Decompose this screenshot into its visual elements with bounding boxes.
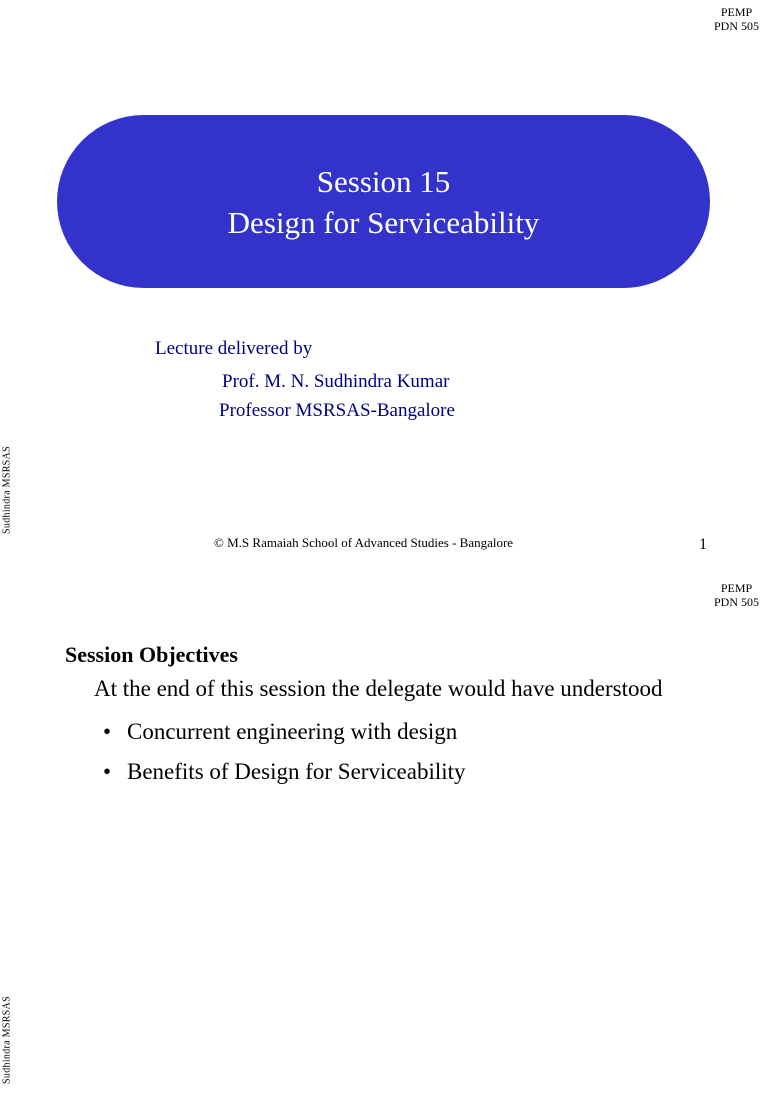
lecturer-name: Prof. M. N. Sudhindra Kumar: [222, 371, 450, 392]
course-code: [714, 581, 759, 609]
page-number: 1: [699, 536, 707, 553]
objective-text: Benefits of Design for Serviceability: [127, 759, 466, 784]
session-number: Session 15: [316, 163, 451, 199]
side-label-text: Sudhindra MSRSAS: [1, 996, 13, 1084]
title-banner: [57, 115, 710, 288]
objectives-intro: At the end of this session the delegate would have understood: [94, 676, 663, 701]
lecturer-title: Professor MSRSAS-Bangalore: [219, 400, 455, 421]
program-code: PEMP: [720, 581, 753, 595]
side-label: [0, 980, 14, 1100]
session-title: Design for Serviceability: [227, 204, 540, 240]
side-label: [0, 430, 14, 550]
list-item: [103, 712, 466, 752]
bullet-icon: •: [103, 759, 112, 784]
list-item: [103, 752, 466, 792]
lecture-intro: Lecture delivered by: [155, 338, 313, 359]
objectives-list: [103, 712, 466, 792]
side-label-text: Sudhindra MSRSAS: [1, 446, 13, 534]
bullet-icon: •: [103, 719, 112, 744]
copyright-footer: © M.S Ramaiah School of Advanced Studies - Bangalore: [214, 535, 514, 550]
objective-text: Concurrent engineering with design: [127, 719, 458, 744]
course-number: PDN 505: [713, 19, 759, 33]
section-heading: Session Objectives: [65, 642, 238, 667]
course-code: [714, 5, 759, 33]
course-number: PDN 505: [713, 595, 759, 609]
slide-2: [0, 576, 768, 1084]
program-code: PEMP: [720, 5, 753, 19]
